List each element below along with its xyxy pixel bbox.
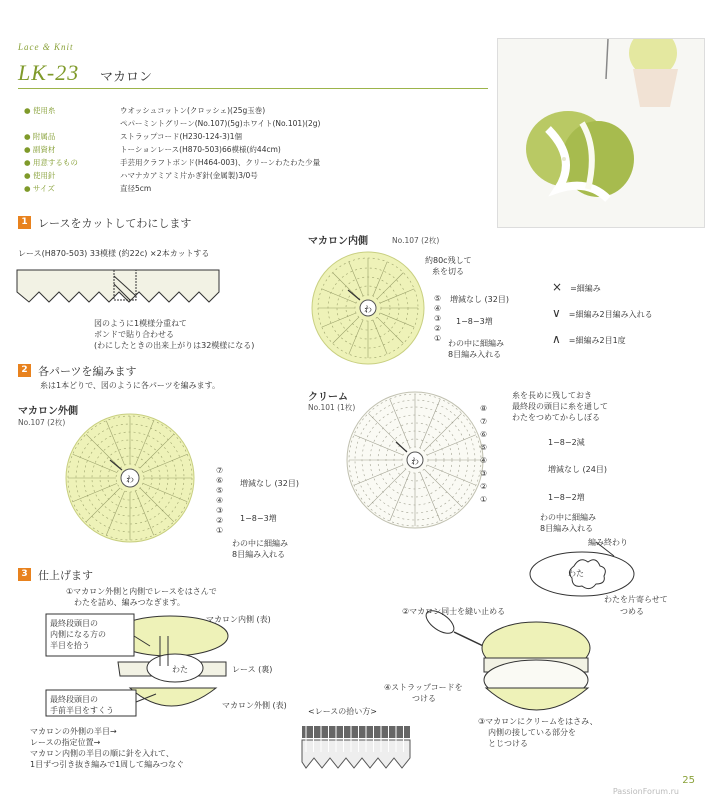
cream-note-d2: 8目編み入れる — [540, 524, 594, 533]
cream-top2: 最終段の頭目に糸を通して — [512, 402, 608, 411]
section2-number: 2 — [18, 364, 31, 377]
material-value: ストラップコード(H230-124-3)1個 — [120, 132, 243, 141]
outer-center-label: わ — [126, 475, 134, 484]
cream-note-b: 増減なし (24目) — [548, 465, 607, 474]
cream-note-a: 1−8−2減 — [548, 438, 585, 447]
round-number: ③ — [216, 506, 224, 515]
lace-pick-title: <レースの拾い方> — [308, 707, 378, 716]
cream-title: クリーム — [308, 392, 348, 403]
round-number: ⑤ — [480, 443, 488, 452]
round-number: ① — [216, 526, 224, 535]
box2-line1: 最終段頭目の — [50, 695, 98, 704]
page-title: マカロン — [100, 70, 153, 85]
round-number: ⑥ — [216, 476, 224, 485]
label-outer: マカロン外側 (表) — [222, 701, 287, 710]
inner-title: マカロン内側 — [308, 236, 368, 247]
section1-desc: レース(H870-503) 33模様 (約22c) ×2本カットする — [18, 249, 210, 258]
cream-top1: 糸を長めに残しておき — [512, 391, 592, 400]
box1-line3: 半目を拾う — [50, 641, 90, 650]
outer-sub: No.107 (2枚) — [18, 418, 66, 427]
cream-sub: No.101 (1枚) — [308, 403, 356, 412]
legend-symbol: × — [552, 280, 563, 294]
section1-number: 1 — [18, 216, 31, 229]
round-number: ① — [480, 495, 488, 504]
brand-label: Lace & Knit — [18, 42, 74, 52]
cream-chart — [340, 384, 490, 534]
box2-line2: 手前半目をすくう — [50, 706, 114, 715]
cream-top3: わたをつめてからしぼる — [512, 413, 600, 422]
outer-note-b: 1−8−3増 — [240, 514, 277, 523]
round-number: ② — [480, 482, 488, 491]
label-lace: レース (裏) — [232, 665, 273, 674]
page-number: 25 — [682, 775, 695, 786]
inner-note-b: 1−8−3増 — [456, 317, 493, 326]
step3-line3: とじつける — [488, 739, 528, 748]
legend-text: =細編み2目編み入れる — [568, 310, 653, 319]
bottom-line1: マカロンの外側の半目→ — [30, 727, 117, 736]
round-number: ② — [216, 516, 224, 525]
label-wata: わた — [172, 665, 188, 674]
lace-strip-diagram — [14, 262, 224, 314]
inner-note-c2: 8目編み入れる — [448, 350, 502, 359]
bottom-line3: マカロン内側の半目の順に針を入れて、 — [30, 749, 174, 758]
legend-item — [552, 306, 653, 320]
section3-title: 仕上げます — [38, 569, 93, 582]
step1-line2: わたを詰め、編みつなぎます。 — [74, 598, 185, 607]
step1-line1: ①マカロン外側と内側でレースをはさんで — [66, 587, 217, 596]
inner-top1: 約80c残して — [425, 256, 472, 265]
section3-number: 3 — [18, 568, 31, 581]
section2-desc: 糸は1本どりで、図のように各パーツを編みます。 — [40, 381, 220, 390]
inner-chart — [308, 246, 432, 370]
inner-sub: No.107 (2枚) — [392, 236, 440, 245]
label-inner: マカロン内側 (表) — [206, 615, 271, 624]
stuffing-note2: つめる — [620, 607, 644, 616]
header-rule — [18, 88, 488, 89]
round-number: ② — [434, 324, 442, 333]
round-number: ① — [434, 334, 442, 343]
round-number: ③ — [480, 469, 488, 478]
material-label: ● 附属品 — [24, 132, 56, 141]
round-number: ③ — [434, 314, 442, 323]
outer-note-c1: わの中に細編み — [232, 539, 288, 548]
section2-title: 各パーツを編みます — [38, 365, 137, 378]
material-label: ● 使用糸 — [24, 106, 56, 115]
section1-note-3: (わにしたときの出来上がりは32模様になる) — [94, 341, 255, 350]
outer-note-c2: 8目編み入れる — [232, 550, 286, 559]
outer-chart — [30, 412, 240, 544]
material-label: ● サイズ — [24, 184, 55, 193]
lace-pick-diagram — [300, 722, 412, 772]
material-value: 直径5cm — [120, 184, 152, 193]
legend-text: =細編み — [570, 284, 601, 293]
cream-center-label: わ — [411, 457, 419, 466]
product-photo — [497, 38, 705, 228]
material-value: トーションレース(H870-503)66模様(約44cm) — [120, 145, 281, 154]
material-label: ● 用意するもの — [24, 158, 78, 167]
step3-line1: ③マカロンにクリームをはさみ、 — [478, 717, 598, 726]
macaron-photo-drawing — [498, 39, 704, 227]
bottom-line2: レースの指定位置→ — [30, 738, 101, 747]
round-number: ⑧ — [480, 404, 488, 413]
legend-item — [552, 332, 626, 346]
step4-line1: ④ストラップコードを — [384, 683, 463, 692]
step3-line2: 内側の接している部分を — [488, 728, 576, 737]
section1-note-2: ボンドで貼り合わせる — [94, 330, 174, 339]
legend-symbol: ∧ — [552, 332, 561, 346]
box1-line1: 最終段頭目の — [50, 619, 98, 628]
round-number: ⑦ — [480, 417, 488, 426]
stuffing-diagram — [526, 534, 646, 598]
inner-note-a: 増減なし (32目) — [450, 295, 509, 304]
section1-note-1: 図のように1模様分重ねて — [94, 319, 187, 328]
step2-label: ②マカロン同士を縫い止める — [402, 607, 506, 616]
inner-top2: 糸を切る — [432, 267, 464, 276]
outer-title: マカロン外側 — [18, 406, 78, 417]
stuffing-note1: わたを片寄らせて — [604, 595, 668, 604]
legend-item — [552, 280, 601, 294]
round-number: ⑥ — [480, 430, 488, 439]
round-number: ⑦ — [216, 466, 224, 475]
section1-title: レースをカットしてわにします — [38, 217, 192, 230]
pattern-code: LK-23 — [18, 60, 80, 85]
round-number: ④ — [216, 496, 224, 505]
box1-line2: 内側になる方の — [50, 630, 106, 639]
material-label: ● 副資材 — [24, 145, 56, 154]
material-label: ● 使用針 — [24, 171, 56, 180]
cream-note-c: 1−8−2増 — [548, 493, 585, 502]
round-number: ④ — [480, 456, 488, 465]
material-value: ペパーミントグリーン(No.107)(5g)ホワイト(No.101)(2g) — [120, 119, 321, 128]
inner-note-c1: わの中に細編み — [448, 339, 504, 348]
stuffing-center: わた — [568, 569, 584, 578]
material-value: ウオッシュコットン(クロッシェ)(25g玉巻) — [120, 106, 266, 115]
material-value: 手芸用クラフトボンド(H464-003)、クリーンわたわた少量 — [120, 158, 321, 167]
outer-note-a: 増減なし (32目) — [240, 479, 299, 488]
inner-center-label: わ — [364, 305, 372, 314]
round-number: ④ — [434, 304, 442, 313]
cream-note-d1: わの中に細編み — [540, 513, 596, 522]
material-value: ハマナカアミアミ片かぎ針(金属製)3/0号 — [120, 171, 258, 180]
bottom-line4: 1目ずつ引き抜き編みで1周して編みつなぐ — [30, 760, 185, 769]
round-number: ⑤ — [434, 294, 442, 303]
legend-symbol: ∨ — [552, 306, 561, 320]
stuffing-end-label: 編み終わり — [588, 538, 628, 547]
watermark: PassionForum.ru — [612, 787, 679, 796]
step4-line2: つける — [412, 694, 436, 703]
round-number: ⑤ — [216, 486, 224, 495]
legend-text: =細編み2目1度 — [568, 336, 626, 345]
